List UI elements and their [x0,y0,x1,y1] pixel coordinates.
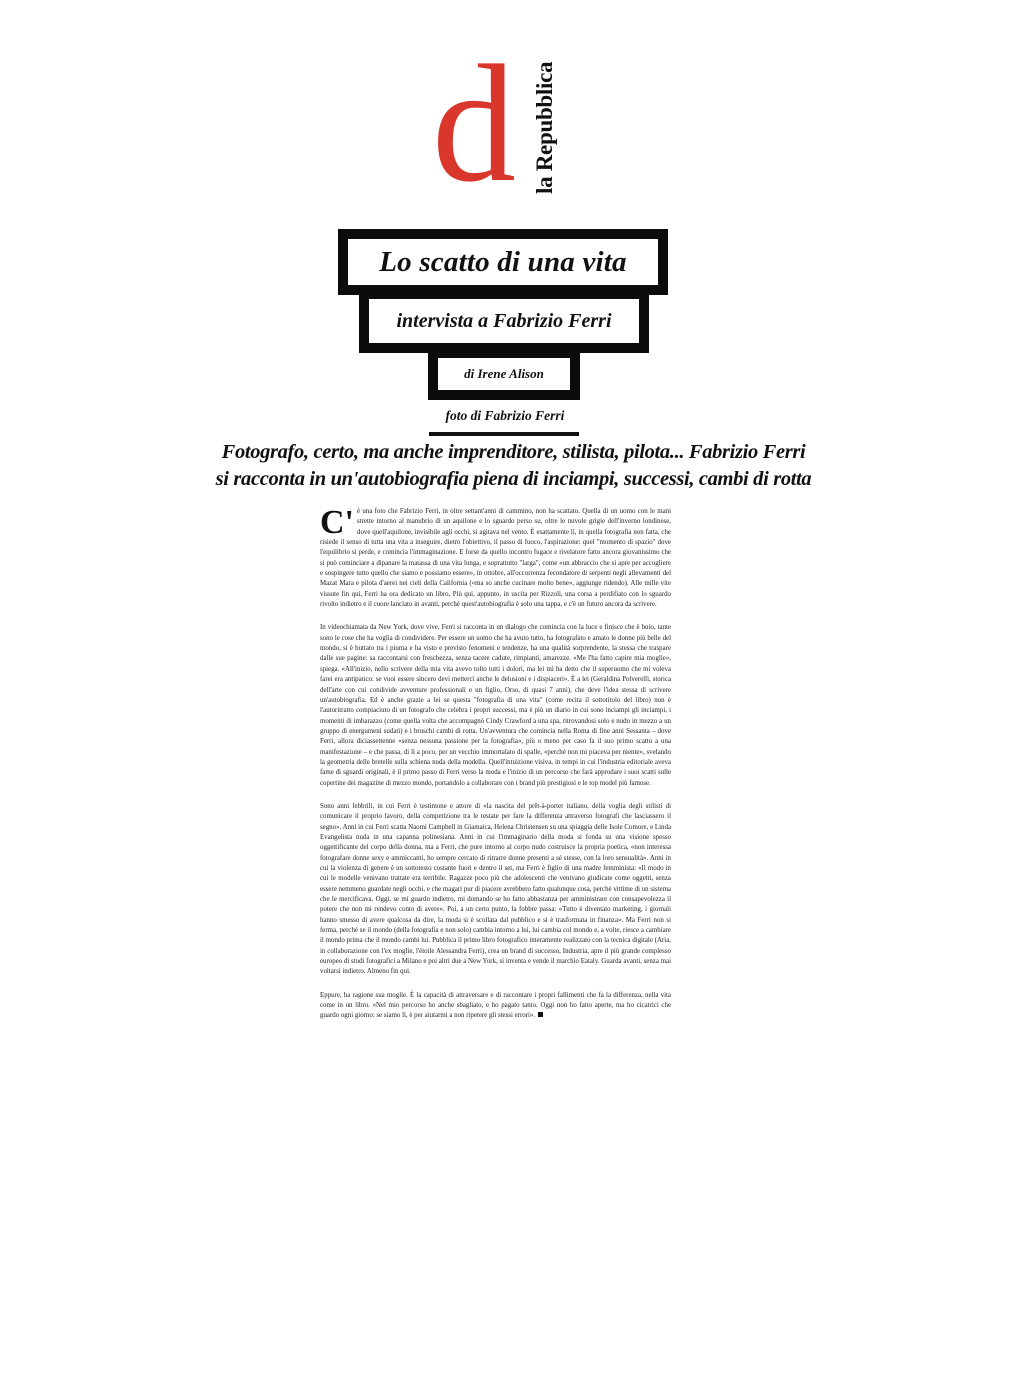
end-of-article-mark [538,1012,543,1017]
credit-divider [429,432,579,436]
article-paragraph-4-text: Eppure, ha ragione sua moglie. È la capacità di attraversare e di raccontare i propri fallimenti che fa la differenza, nella vita come in un libro. «Nel mio percorso ho anche sbagliato, e ho pagato tanto. Oggi non ho fatto aperte, ma ho cicatrici che guardo ogni giorno: se siamo lì, è per aiutarmi a non ripetere gli stessi errori». [320,991,671,1020]
masthead-logo [432,31,572,217]
author-frame [428,353,580,400]
article-body [320,504,671,1035]
masthead-brand: la Repubblica [532,61,557,194]
article-paragraph-1: C'è una foto che Fabrizio Ferri, in oltre settant'anni di cammino, non ha scattato. Quella di un uomo con le mani strette intorno al manubrio di un aquilone e lo sguardo perso su, oltre le nuvole grigie dell'inverno londinese, dove quell'aquilone, invisibile agli occhi, si agitava nel vento. È esattamente lì, in quella fotografia non fatta, che risiede il senso di tutta una vita a inseguire, dietro l'obiettivo, il passo di fuoco, l'aspirazione: quel "momento di spazio" dove l'equilibrio si perde, e comincia l'immaginazione. E forse da quello incontro fugace e rivelatore fatto ancora giovanissimo che si può cominciare a dipanare la matassa di una vita lunga, e soprattutto "larga", come «un abbraccio che si apre per accogliere e sospingere tutto quello che siamo e possiamo essere», in ottobre, all'occorrenza fecondatore di serpenti negli allevamenti del Mazat Mara e pilota d'aerei nei cieli della California («ma so anche cucinare molto bene», aggiunge ridendo). Alle mille vite vissute fin qui, Ferri ha ora dedicato un libro, Più qui, appunto, in uscita per Rizzoli, una corsa a perdifiato con lo sguardo rivolto indietro e il cuore lanciato in avanti, perché quest'autobiografia è solo una tappa, e c'è un futuro ancora da scrivere. [320,504,671,609]
photo-credit: foto di Fabrizio Ferri [445,408,565,423]
article-paragraph-4 [320,991,671,1022]
author-byline: di Irene Alison [464,366,544,381]
standfirst-line-2: si racconta in un'autobiografia piena di inciampi, successi, cambi di rotta [215,468,812,490]
article-paragraph-3: Sono anni febbrili, in cui Ferri è testimone e attore di «la nascita del prêt-à-porter italiano, della voglia degli stilisti di comunicare il proprio lavoro, della competizione tra le testate per fare la differenza attraverso fotografi che lasciassero il segno». Anni in cui Ferri scatta Naomi Campbell in Giamaica, Helena Christensen su una spiaggia delle Isole Comore, e Linda Evangelista nuda in una capanna polinesiana. Anni in cui l'immaginario della moda si fonda su una visione spesso oggettificante del corpo della donna, ma a Ferri, che pure intorno al corpo nudo costruisce la propria poetica, «non interessa fotografare donne sexy e ammiccanti, ho sempre cercato di ritrarre donne presenti a sé stesse, con la loro sensualità». Anni in cui la violenza di genere è un sottotesto costante fuori e dentro il set, ma Ferri è figlio di una madre femminista: «Il modo in cui le modelle venivano trattate era terribile. Ragazze poco più che adolescenti che venivano giudicate come oggetti, senza essere nemmeno guardate negli occhi, e che magari pur di piacere avrebbero fatto qualunque cosa, perché vittime di un sistema che le mercificava. Oggi, se mi guardo indietro, mi domando se ho fatto abbastanza per amministrare con consapevolezza il potere che non mi rendevo conto di avere». Poi, a un certo punto, la fobbre passa: «Tutto è diventato marketing, i giornali hanno smesso di avere qualcosa da dire, la moda si è scollata dal pubblico e si è trasformata in finanza». Ma Ferri non si ferma, perché se il mondo (della fotografia e non solo) cambia intorno a lui, lui cambia col mondo e, a volte, riesce a cambiare il mondo prima che il mondo cambi lui. Pubblica il primo libro fotografico interamente realizzato con la tecnica digitale (Aria, in collaborazione con l'ex moglie, l'étoile Alessandra Ferri), crea un brand di successo, Industria, apre il più grande complesso europeo di studi fotografici a Milano e poi altri due a New York, si inventa e vende il marchio Eataly. Guarda avanti, senza mai voltarsi indietro. Almeno fin qui. [320,802,671,976]
masthead-letter: d [432,31,516,217]
article-title: Lo scatto di una vita [379,245,627,278]
article-subtitle: intervista a Fabrizio Ferri [396,309,612,332]
standfirst-line-1: Fotografo, certo, ma anche imprenditore, stilista, pilota... Fabrizio Ferri [221,441,806,463]
title-frame [338,229,668,295]
subtitle-frame [359,295,649,353]
article-paragraph-2: In videochiamata da New York, dove vive, Ferri si racconta in un dialogo che comincia con la luce e finisce che è buio, tante sono le cose che ha voglia di condividere. Per essere un uomo che ha avuto tutto, ha fotografato e amato le donne più belle del mondo, si è buttato tra i piuma e ha visto e previsto fenomeni e tendenze, ha una qualità sorprendente, la stessa che traspare dalle sue pagine: sa raccontarsi con freschezza, senza tacere cadute, rimpianti, amarezze. «Me l'ha fatto capire mia moglie», spiega. «All'inizio, nello scrivere della mia vita avevo tolto tutti i dolori, ma lei mi ha detto che il superuomo che mi voleva farei era antipatico: se vuoi essere sincero devi mettercì anche le delusioni e i dispiaceri». È a lei (Geraldina Polverelli, storica dell'arte con cui condivide avventure professionali e un figlio, Orso, di quasi 7 anni), che deve l'idea stessa di scrivere un'autobiografia. Ed è anche grazie a lei se questa "fotografia di una vita" (come recita il sottotitolo del libro) non è l'autoritratto compiaciuto di un fotografo che celebra i propri successi, ma è più un diario in cui sono inciampi gli inciampi, i momenti di imbarazzo (come quella volta che accompagnò Cindy Crawford a una spa, ritrovandosi solo e nudo in mezzo a un gruppo di energumeni sudati) e i bruschi cambi di rotta. Un'avventura che comincia nella Roma di fine anni Sessanta – dove Ferri, allora diciassettenne «senza nessuna passione per la fotografia», più o meno per caso fa il suo primo scatto a una manifestazione – e che passa, di lì a poco, per un vecchio immortalato di spalle, «perché non mi piaceva per niente», svelando la geometria delle bretelle sulla schiena nuda della modella. Quell'intuizione visiva, in tempi in cui l'industria editoriale aveva fame di sguardi originali, è il primo passo di Ferri verso la moda e l'inizio di un percorso che farà approdare i suoi scatti sulle copertine dei magazine di mezzo mondo, portandolo a collaborare con i brand più prestigiosi e le top model più famose. [320,624,671,787]
standfirst [150,439,877,493]
